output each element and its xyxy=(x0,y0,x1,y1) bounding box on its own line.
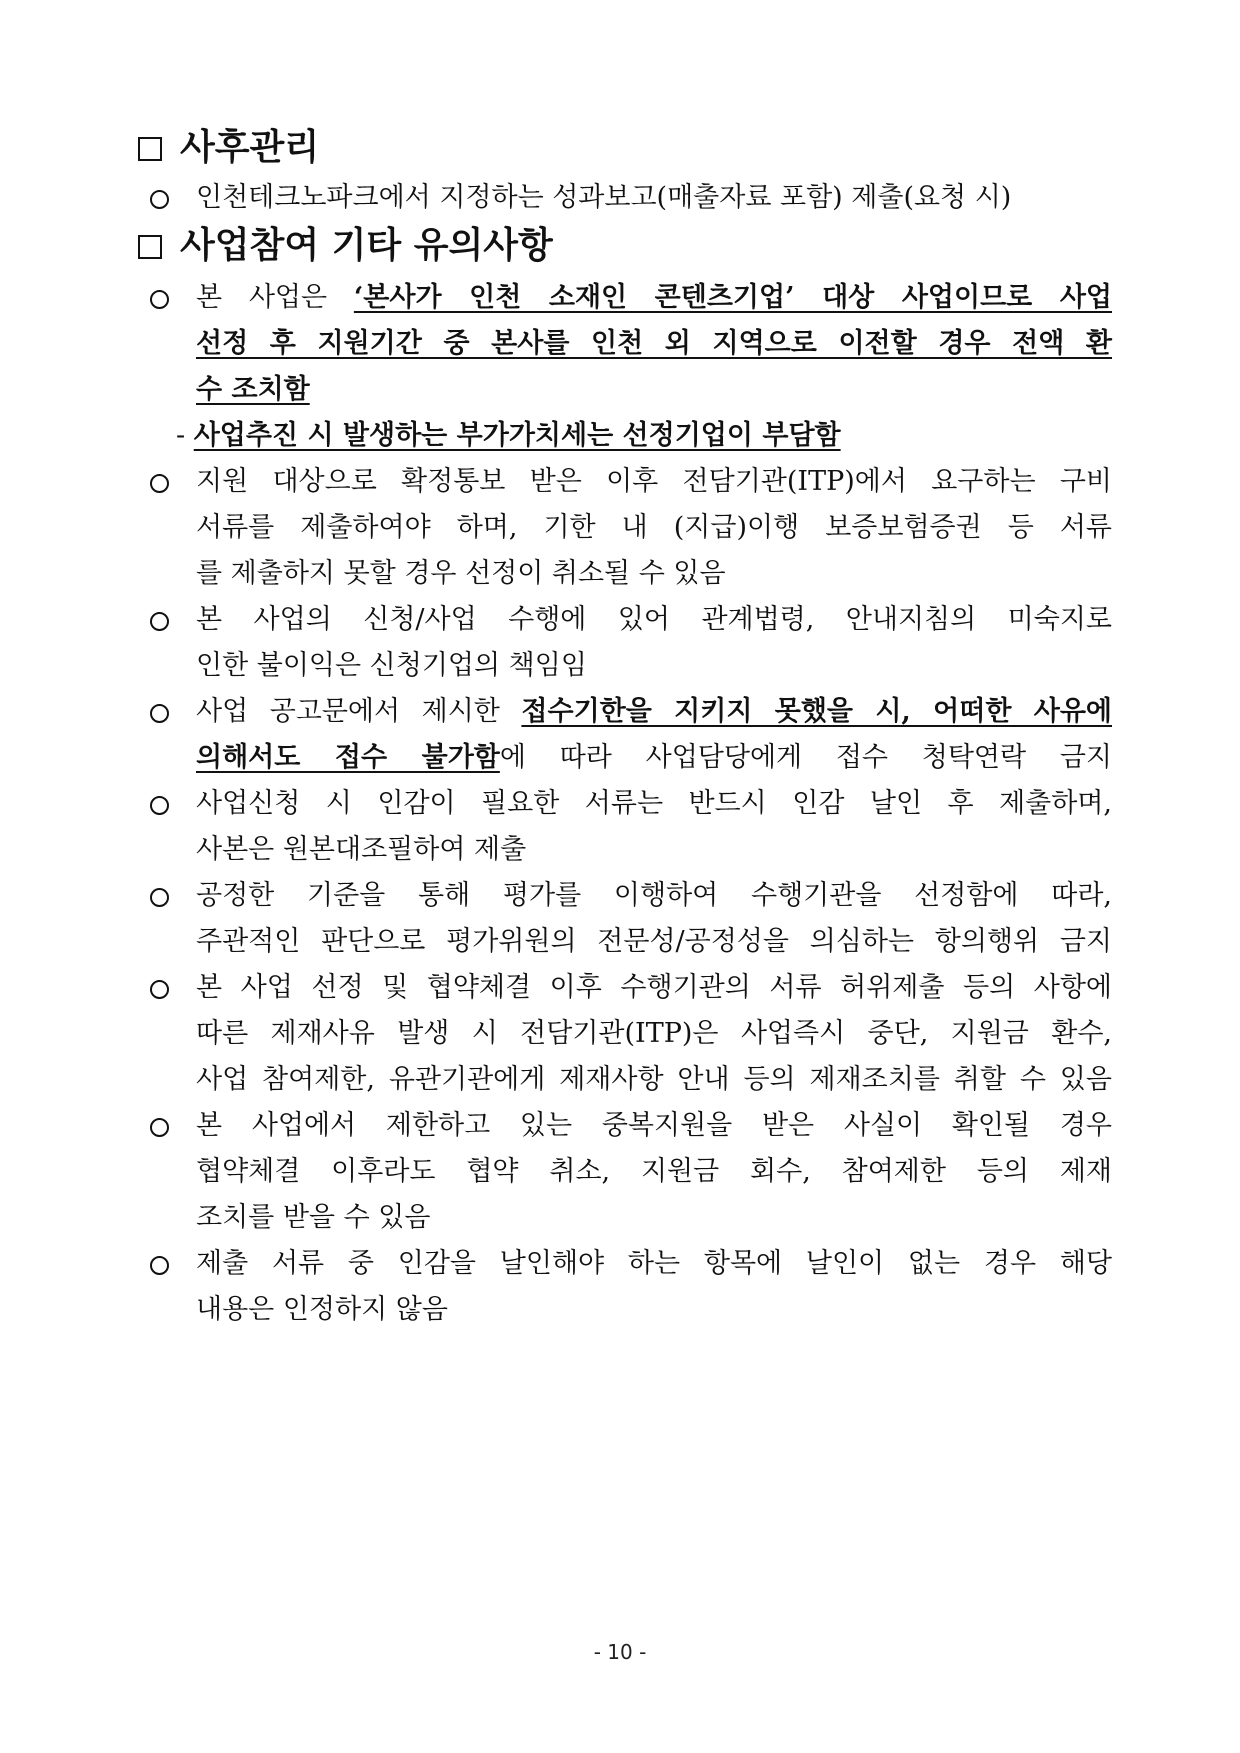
section-heading-aftercare: 사후관리 xyxy=(138,128,319,168)
notes-item-4-line-1: 사업 공고문에서 제시한 접수기한을 지키지 못했을 시, 어떠한 사유에 xyxy=(196,696,1112,727)
circle-bullet-icon xyxy=(150,190,169,209)
circle-bullet-icon xyxy=(150,1118,169,1137)
notes-item-4-line-2: 의해서도 접수 불가함에 따라 사업담당에게 접수 청탁연락 금지 xyxy=(196,742,1112,773)
notes-item-5-line-1: 사업신청 시 인감이 필요한 서류는 반드시 인감 날인 후 제출하며, xyxy=(196,788,1112,819)
notes-item-3-line-1: 본 사업의 신청/사업 수행에 있어 관계법령, 안내지침의 미숙지로 xyxy=(196,604,1112,635)
circle-bullet-icon xyxy=(150,888,169,907)
notes-item-1-line-1: 본 사업은 ‘본사가 인천 소재인 콘텐츠기업’ 대상 사업이므로 사업 xyxy=(196,282,1112,313)
notes-item-1-sub: - 사업추진 시 발생하는 부가가치세는 선정기업이 부담함 xyxy=(176,420,841,451)
circle-bullet-icon xyxy=(150,704,169,723)
notes-item-8-line-3: 조치를 받을 수 있음 xyxy=(196,1202,431,1233)
notes-item-8-line-2: 협약체결 이후라도 협약 취소, 지원금 회수, 참여제한 등의 제재 xyxy=(196,1156,1112,1187)
notes-item-9-line-2: 내용은 인정하지 않음 xyxy=(196,1294,448,1325)
notes-item-3-line-2: 인한 불이익은 신청기업의 책임임 xyxy=(196,650,587,681)
circle-bullet-icon xyxy=(150,1256,169,1275)
circle-bullet-icon xyxy=(150,980,169,999)
notes-item-7-line-3: 사업 참여제한, 유관기관에게 제재사항 안내 등의 제재조치를 취할 수 있음 xyxy=(196,1064,1112,1095)
notes-item-5-line-2: 사본은 원본대조필하여 제출 xyxy=(196,834,527,865)
circle-bullet-icon xyxy=(150,796,169,815)
checkbox-square-icon xyxy=(138,235,162,259)
notes-item-1-line-2: 선정 후 지원기간 중 본사를 인천 외 지역으로 이전할 경우 전액 환 xyxy=(196,328,1112,359)
notes-item-6-line-1: 공정한 기준을 통해 평가를 이행하여 수행기관을 선정함에 따라, xyxy=(196,880,1112,911)
notes-item-8-line-1: 본 사업에서 제한하고 있는 중복지원을 받은 사실이 확인될 경우 xyxy=(196,1110,1112,1141)
circle-bullet-icon xyxy=(150,474,169,493)
notes-item-6-line-2: 주관적인 판단으로 평가위원의 전문성/공정성을 의심하는 항의행위 금지 xyxy=(196,926,1112,957)
notes-item-2-line-1: 지원 대상으로 확정통보 받은 이후 전담기관(ITP)에서 요구하는 구비 xyxy=(196,466,1112,497)
notes-item-2-line-2: 서류를 제출하여야 하며, 기한 내 (지급)이행 보증보험증권 등 서류 xyxy=(196,512,1112,543)
notes-item-9-line-1: 제출 서류 중 인감을 날인해야 하는 항목에 날인이 없는 경우 해당 xyxy=(196,1248,1112,1279)
circle-bullet-icon xyxy=(150,612,169,631)
notes-item-2-line-3: 를 제출하지 못할 경우 선정이 취소될 수 있음 xyxy=(196,558,726,589)
checkbox-square-icon xyxy=(138,137,162,161)
circle-bullet-icon xyxy=(150,290,169,309)
notes-item-7-line-2: 따른 제재사유 발생 시 전담기관(ITP)은 사업즉시 중단, 지원금 환수, xyxy=(196,1018,1112,1049)
notes-item-7-line-1: 본 사업 선정 및 협약체결 이후 수행기관의 서류 허위제출 등의 사항에 xyxy=(196,972,1112,1003)
aftercare-item: 인천테크노파크에서 지정하는 성과보고(매출자료 포함) 제출(요청 시) xyxy=(196,182,1012,213)
section-heading-notes: 사업참여 기타 유의사항 xyxy=(138,226,553,266)
page-number: - 10 - xyxy=(593,1640,647,1664)
notes-item-1-line-3: 수 조치함 xyxy=(196,374,310,405)
